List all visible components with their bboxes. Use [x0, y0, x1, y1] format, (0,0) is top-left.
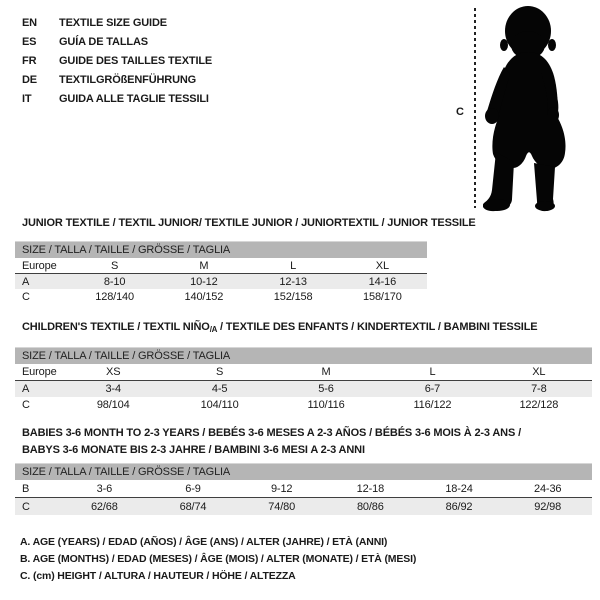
row-label: A: [22, 383, 30, 395]
size-value-cell: 9-12: [270, 482, 293, 495]
size-value-cell: 122/128: [519, 399, 559, 411]
size-value-cell: 7-8: [531, 383, 547, 395]
height-dashed-line: [474, 8, 476, 208]
size-value-cell: 128/140: [95, 290, 134, 303]
babies-title-line-2: BABYS 3-6 MONATE BIS 2-3 JAHRE / BAMBINI 3-6 MESI A 2-3 ANNI: [22, 443, 365, 456]
size-value-cell: 6-9: [185, 482, 201, 495]
note-height-cm: C. (cm) HEIGHT / ALTURA / HAUTEUR / HÖHE / ALTEZZA: [20, 570, 296, 583]
size-value-cell: L: [429, 366, 436, 378]
size-value-cell: S: [216, 366, 224, 378]
row-label: C: [22, 500, 30, 513]
size-value-cell: 14-16: [368, 275, 397, 288]
table-row: [15, 289, 427, 304]
guide-title-de: TEXTILGRÖßENFÜHRUNG: [59, 74, 197, 86]
row-label: Europe: [22, 259, 57, 272]
guide-title-en: TEXTILE SIZE GUIDE: [59, 17, 167, 29]
size-value-cell: 12-13: [279, 275, 307, 288]
size-value-cell: 5-6: [318, 383, 334, 395]
language-code: FR: [22, 55, 37, 67]
size-value-cell: M: [321, 366, 331, 378]
size-value-cell: 140/152: [184, 290, 224, 303]
language-code: EN: [22, 17, 37, 29]
size-value-cell: 152/158: [273, 290, 313, 303]
junior-table-title: JUNIOR TEXTILE / TEXTIL JUNIOR/ TEXTILE JUNIOR / JUNIORTEXTIL / JUNIOR TESSILE: [22, 217, 476, 229]
size-value-cell: 116/122: [413, 399, 452, 411]
baby-silhouette-illustration: [483, 5, 573, 212]
size-value-cell: 10-12: [190, 275, 218, 288]
height-measure-label: C: [456, 106, 464, 118]
nino-a-subscript: /A: [209, 325, 218, 334]
table-row: [15, 381, 592, 397]
size-value-cell: 4-5: [211, 383, 228, 395]
size-value-cell: 24-36: [534, 482, 562, 495]
language-code: ES: [22, 36, 37, 48]
babies-table-title: [22, 425, 521, 458]
size-value-cell: XL: [375, 259, 389, 272]
babies-size-table: [15, 463, 592, 515]
row-label: Europe: [22, 366, 57, 378]
table-row: [15, 498, 592, 515]
row-label: B: [22, 482, 30, 495]
size-value-cell: 3-6: [96, 482, 113, 495]
table-row: [15, 274, 427, 289]
size-header-row: SIZE / TALLA / TAILLE / GRÖSSE / TAGLIA: [15, 463, 592, 480]
size-value-cell: 104/110: [200, 399, 239, 411]
note-age-years: A. AGE (YEARS) / EDAD (AÑOS) / ÂGE (ANS) / ALTER (JAHRE) / ETÀ (ANNI): [20, 536, 388, 548]
guide-title-fr: GUIDE DES TAILLES TEXTILE: [59, 55, 213, 67]
size-value-cell: XS: [106, 366, 121, 378]
size-value-cell: 110/116: [307, 399, 345, 411]
row-label: A: [22, 275, 30, 288]
measurement-figure: [450, 4, 598, 216]
junior-size-table: [15, 241, 427, 304]
children-table-title: CHILDREN'S TEXTILE / TEXTIL $NIÑO_{/A}$ / TEXTILE DES ENFANTS / KINDERTEXTIL / BAMBINI TESSILE: [22, 321, 538, 334]
legend-notes: [20, 534, 416, 586]
language-row: [22, 33, 212, 52]
size-value-cell: L: [290, 259, 297, 272]
language-row: [22, 71, 212, 90]
size-value-cell: 98/104: [96, 399, 130, 411]
size-value-cell: XL: [532, 366, 546, 378]
size-value-cell: 74/80: [268, 500, 296, 513]
language-code: DE: [22, 74, 37, 86]
table-row: [15, 364, 592, 381]
table-row: [15, 397, 592, 413]
children-size-table: [15, 347, 592, 413]
size-value-cell: 158/170: [363, 290, 402, 303]
table-row: [15, 258, 427, 274]
size-value-cell: 86/92: [445, 500, 473, 513]
size-value-cell: 68/74: [179, 500, 207, 513]
guide-title-es: GUÍA DE TALLAS: [59, 36, 148, 48]
size-value-cell: 6-7: [424, 383, 441, 395]
size-header-row: SIZE / TALLA / TAILLE / GRÖSSE / TAGLIA: [15, 241, 427, 258]
language-row: [22, 14, 212, 33]
size-header-row: SIZE / TALLA / TAILLE / GRÖSSE / TAGLIA: [15, 347, 592, 364]
size-value-cell: M: [199, 259, 209, 272]
size-value-cell: S: [111, 259, 119, 272]
row-label: C: [22, 399, 30, 411]
row-label: C: [22, 290, 30, 303]
table-row: [15, 480, 592, 498]
size-value-cell: 12-18: [356, 482, 385, 495]
language-row: [22, 90, 212, 109]
size-value-cell: 92/98: [534, 500, 562, 513]
note-age-months: B. AGE (MONTHS) / EDAD (MESES) / ÂGE (MOIS) / ALTER (MONATE) / ETÀ (MESI): [20, 553, 417, 566]
size-value-cell: 80/86: [356, 500, 384, 513]
language-code: IT: [22, 93, 32, 105]
size-value-cell: 18-24: [445, 482, 473, 495]
size-value-cell: 8-10: [103, 275, 126, 288]
language-title-list: [22, 14, 212, 109]
babies-title-line-1: BABIES 3-6 MONTH TO 2-3 YEARS / BEBÉS 3-6 MESES A 2-3 AÑOS / BÉBÉS 3-6 MOIS À 2-3 ANS /: [22, 427, 521, 439]
language-row: [22, 52, 212, 71]
size-value-cell: 62/68: [90, 500, 118, 513]
guide-title-it: GUIDA ALLE TAGLIE TESSILI: [59, 93, 209, 105]
size-value-cell: 3-4: [105, 383, 121, 395]
